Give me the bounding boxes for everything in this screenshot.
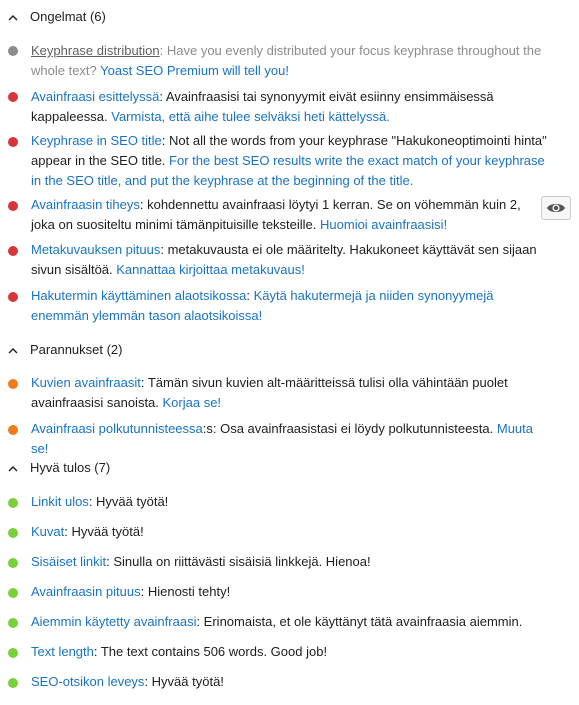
result-keyword-link[interactable]: Kuvien avainfraasit xyxy=(31,375,141,390)
highlight-keyphrase-button[interactable] xyxy=(541,196,571,220)
result-keyword-link[interactable]: Sisäiset linkit xyxy=(31,554,107,569)
result-keyword-link[interactable]: Avainfraasin tiheys xyxy=(31,197,140,212)
result-action-link[interactable]: For the best SEO results write the exact match of your keyphrase in the SEO title, and put the keyphrase at the beginning of the title. xyxy=(31,153,545,188)
result-text: : Sinulla on riittävästi sisäisiä linkkejä. Hienoa! xyxy=(106,554,371,569)
result-text: : Erinomaista, et ole käyttänyt tätä avainfraasia aiemmin. xyxy=(196,614,523,629)
result-item xyxy=(31,492,551,512)
result-item xyxy=(31,612,551,632)
result-action-link[interactable]: Yoast SEO Premium will tell you! xyxy=(100,63,289,78)
result-action-link[interactable]: Muuta se! xyxy=(31,421,533,456)
result-text: : Tämän sivun kuvien alt-määritteissä tulisi olla vähintään puolet avainfraasisi sanoista. xyxy=(31,375,508,410)
result-text: : Not all the words from your keyphrase "Hakukoneoptimointi hinta" appear in the SEO title. xyxy=(31,133,547,168)
status-bullet-red xyxy=(8,246,18,256)
result-keyword-link[interactable]: Kuvat xyxy=(31,524,65,539)
result-text: : Hienosti tehty! xyxy=(140,584,231,599)
chevron-up-icon xyxy=(8,464,18,474)
result-keyword-link[interactable]: Metakuvauksen pituus xyxy=(31,242,161,257)
result-keyword-link[interactable]: SEO-otsikon leveys xyxy=(31,674,145,689)
status-bullet-red xyxy=(8,292,18,302)
result-item xyxy=(31,195,527,235)
section-title-problems: Ongelmat (6) xyxy=(30,9,106,24)
status-bullet-green xyxy=(8,498,18,508)
section-toggle-improvements[interactable] xyxy=(8,342,123,357)
result-item xyxy=(31,373,551,413)
result-item xyxy=(31,131,551,191)
result-text: : Have you evenly distributed your focus keyphrase throughout the whole text? xyxy=(31,43,542,78)
result-keyword-link[interactable]: Text length xyxy=(31,644,94,659)
status-bullet-red xyxy=(8,201,18,211)
result-item xyxy=(31,552,551,572)
section-toggle-problems[interactable] xyxy=(8,9,106,24)
result-text: : Hyvää työtä! xyxy=(88,494,169,509)
result-item xyxy=(31,642,551,662)
status-bullet-green xyxy=(8,558,18,568)
section-title-good: Hyvä tulos (7) xyxy=(30,460,111,475)
status-bullet-green xyxy=(8,648,18,658)
result-item xyxy=(31,419,551,459)
status-bullet-green xyxy=(8,528,18,538)
eye-icon xyxy=(546,201,566,215)
section-toggle-good[interactable] xyxy=(8,460,110,475)
result-text: : xyxy=(246,288,254,303)
status-bullet-orange xyxy=(8,379,18,389)
result-keyword-link[interactable]: Avainfraasi polkutunnisteessa xyxy=(31,421,203,436)
result-keyword-link[interactable]: Avainfraasin pituus xyxy=(31,584,141,599)
result-action-link[interactable]: Kannattaa kirjoittaa metakuvaus! xyxy=(116,262,305,277)
result-action-link[interactable]: Huomioi avainfraasisi! xyxy=(320,217,448,232)
status-bullet-green xyxy=(8,678,18,688)
result-keyword-link[interactable]: Linkit ulos xyxy=(31,494,89,509)
status-bullet-orange xyxy=(8,425,18,435)
result-text: : Hyvää työtä! xyxy=(144,674,224,689)
status-bullet-red xyxy=(8,92,18,102)
result-keyword-link[interactable]: Keyphrase distribution xyxy=(31,43,160,58)
status-bullet-green xyxy=(8,588,18,598)
result-item xyxy=(31,240,551,280)
result-item xyxy=(31,87,551,127)
result-text: : metakuvausta ei ole määritelty. Hakukoneet käyttävät sen sijaan sivun sisältöä. xyxy=(31,242,537,277)
result-action-link[interactable]: Käytä hakutermejä ja niiden synonyymejä enemmän ylemmän tason alaotsikoissa! xyxy=(31,288,494,323)
result-text: : kohdennettu avainfraasi löytyi 1 kerran. Se on vöhemmän kuin 2, joka on suositeltu minimi tämänpituisille teksteille. xyxy=(31,197,521,232)
status-bullet-green xyxy=(8,618,18,628)
result-action-link[interactable]: Varmista, että aihe tulee selväksi heti kättelyssä. xyxy=(111,109,390,124)
result-item xyxy=(31,286,551,326)
result-keyword-link[interactable]: Aiemmin käytetty avainfraasi xyxy=(31,614,197,629)
section-title-improvements: Parannukset (2) xyxy=(30,342,123,357)
result-item xyxy=(31,41,551,81)
result-text: :s: Osa avainfraasistasi ei löydy polkutunnisteesta. xyxy=(202,421,497,436)
result-text: : Hyvää työtä! xyxy=(64,524,144,539)
chevron-up-icon xyxy=(8,13,18,23)
result-item xyxy=(31,672,551,692)
status-bullet-grey xyxy=(8,46,18,56)
result-text: : Avainfraasisi tai synonyymit eivät esiinny ensimmäisessä kappaleessa. xyxy=(31,89,494,124)
result-text: : The text contains 506 words. Good job! xyxy=(93,644,328,659)
result-item xyxy=(31,582,551,602)
chevron-up-icon xyxy=(8,346,18,356)
result-item xyxy=(31,522,551,542)
status-bullet-red xyxy=(8,137,18,147)
result-keyword-link[interactable]: Keyphrase in SEO title xyxy=(31,133,162,148)
result-action-link[interactable]: Korjaa se! xyxy=(162,395,222,410)
result-keyword-link[interactable]: Avainfraasi esittelyssä xyxy=(31,89,160,104)
result-keyword-link[interactable]: Hakutermin käyttäminen alaotsikossa xyxy=(31,288,247,303)
